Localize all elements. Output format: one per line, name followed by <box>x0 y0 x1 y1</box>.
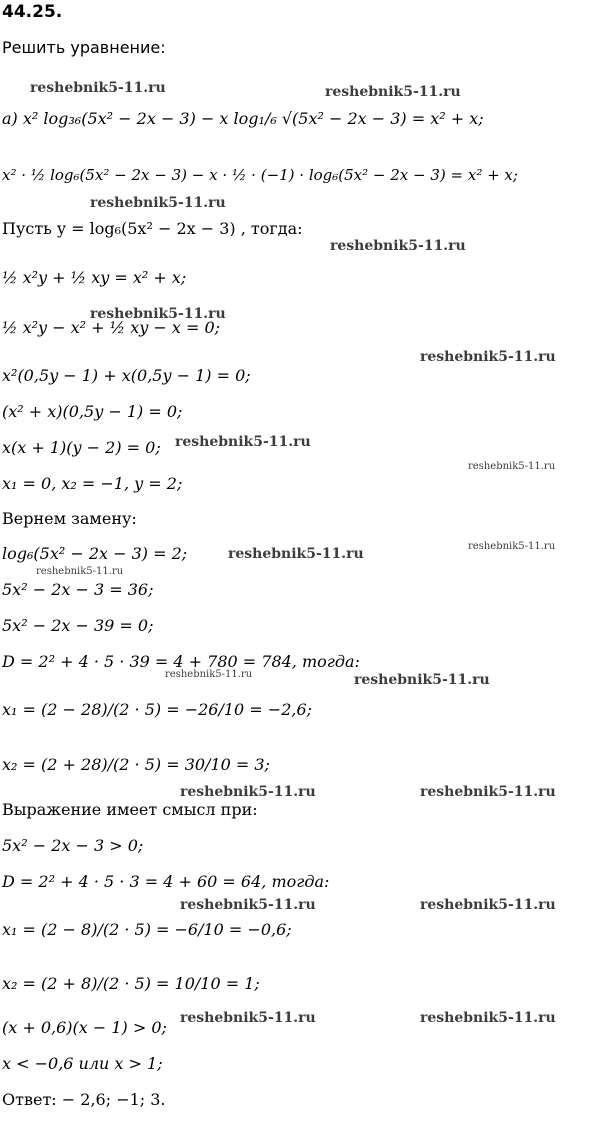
watermark-text: reshebnik5-11.ru <box>165 669 253 680</box>
solution-line: ½ x²y − x² + ½ xy − x = 0; <box>2 318 221 337</box>
solution-line: 5x² − 2x − 3 > 0; <box>2 836 144 855</box>
solution-line: Выражение имеет смысл при: <box>2 800 258 819</box>
watermark-text: reshebnik5-11.ru <box>90 306 226 322</box>
solution-line: x₁ = (2 − 8)/(2 · 5) = −6/10 = −0,6; <box>2 920 292 939</box>
solution-line: x₁ = (2 − 28)/(2 · 5) = −26/10 = −2,6; <box>2 700 313 719</box>
solution-line: 5x² − 2x − 3 = 36; <box>2 580 154 599</box>
watermark-text: reshebnik5-11.ru <box>354 672 490 688</box>
solution-line: D = 2² + 4 · 5 · 39 = 4 + 780 = 784, тогда: <box>2 652 360 671</box>
solution-line: x(x + 1)(y − 2) = 0; <box>2 438 161 457</box>
solution-line: 5x² − 2x − 39 = 0; <box>2 616 154 635</box>
answer-line: Ответ: − 2,6; −1; 3. <box>2 1090 166 1109</box>
task-heading: Решить уравнение: <box>2 38 166 57</box>
watermark-text: reshebnik5-11.ru <box>228 546 364 562</box>
solution-line: а) x² log₃₆(5x² − 2x − 3) − x log₁/₆ √(5x² − 2x − 3) = x² + x; <box>2 109 484 128</box>
solution-line: x₁ = 0, x₂ = −1, y = 2; <box>2 474 183 493</box>
watermark-text: reshebnik5-11.ru <box>180 1010 316 1026</box>
watermark-text: reshebnik5-11.ru <box>180 897 316 913</box>
solution-line: Пусть y = log₆(5x² − 2x − 3) , тогда: <box>2 219 303 238</box>
solution-line: ½ x²y + ½ xy = x² + x; <box>2 268 187 287</box>
watermark-text: reshebnik5-11.ru <box>468 541 556 552</box>
solution-line: x² · ½ log₆(5x² − 2x − 3) − x · ½ · (−1) · log₆(5x² − 2x − 3) = x² + x; <box>2 166 518 184</box>
watermark-text: reshebnik5-11.ru <box>36 566 124 577</box>
solution-line: Вернем замену: <box>2 509 137 528</box>
watermark-text: reshebnik5-11.ru <box>175 434 311 450</box>
watermark-text: reshebnik5-11.ru <box>330 238 466 254</box>
solution-line: log₆(5x² − 2x − 3) = 2; <box>2 544 188 563</box>
solution-line: x²(0,5y − 1) + x(0,5y − 1) = 0; <box>2 366 251 385</box>
solution-line: x₂ = (2 + 28)/(2 · 5) = 30/10 = 3; <box>2 755 270 774</box>
watermark-text: reshebnik5-11.ru <box>420 349 556 365</box>
watermark-text: reshebnik5-11.ru <box>180 784 316 800</box>
watermark-text: reshebnik5-11.ru <box>420 1010 556 1026</box>
problem-number: 44.25. <box>2 2 63 22</box>
watermark-text: reshebnik5-11.ru <box>325 84 461 100</box>
solution-line: x < −0,6 или x > 1; <box>2 1054 163 1073</box>
solution-line: (x + 0,6)(x − 1) > 0; <box>2 1018 167 1037</box>
solution-line: x₂ = (2 + 8)/(2 · 5) = 10/10 = 1; <box>2 974 260 993</box>
watermark-text: reshebnik5-11.ru <box>420 897 556 913</box>
watermark-text: reshebnik5-11.ru <box>468 461 556 472</box>
watermark-text: reshebnik5-11.ru <box>30 80 166 96</box>
solution-line: (x² + x)(0,5y − 1) = 0; <box>2 402 183 421</box>
solution-line: D = 2² + 4 · 5 · 3 = 4 + 60 = 64, тогда: <box>2 872 330 891</box>
watermark-text: reshebnik5-11.ru <box>420 784 556 800</box>
watermark-text: reshebnik5-11.ru <box>90 195 226 211</box>
